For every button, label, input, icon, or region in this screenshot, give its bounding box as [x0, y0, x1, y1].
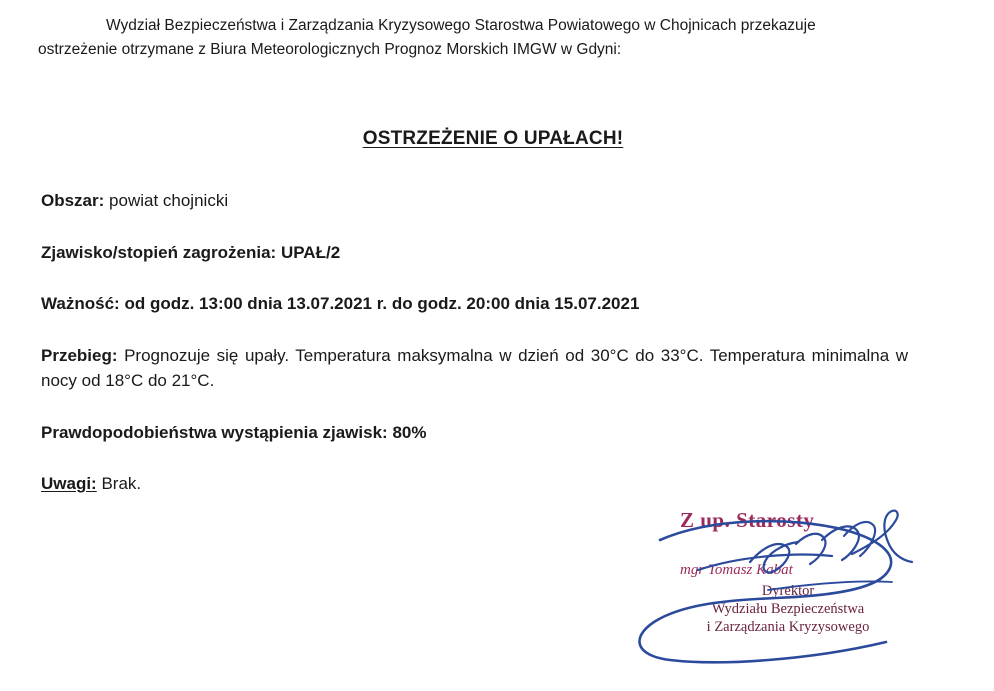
- signature-stamp-text: Z up. Starosty: [680, 508, 815, 532]
- field-przebieg-label: Przebieg:: [41, 345, 118, 365]
- signature-name: mgr Tomasz Kabat: [680, 562, 793, 578]
- field-prawdopodobienstwo-value: 80%: [392, 422, 427, 442]
- field-prawdopodobienstwo-label: Prawdopodobieństwa wystąpienia zjawisk:: [41, 422, 388, 442]
- field-przebieg: [41, 343, 948, 394]
- field-waznosc: [41, 291, 948, 317]
- field-zjawisko-value: UPAŁ/2: [280, 242, 341, 262]
- field-zjawisko-label: Zjawisko/stopień zagrożenia:: [41, 242, 277, 262]
- field-uwagi-value: Brak.: [101, 474, 142, 494]
- field-uwagi-label: Uwagi:: [41, 474, 97, 494]
- intro-line-1: Wydział Bezpieczeństwa i Zarządzania Kryzysowego Starostwa Powiatowego w Chojnicach przekazuje: [106, 17, 816, 34]
- intro-paragraph: [38, 14, 948, 62]
- signature-role-line-1: Dyrektor: [761, 583, 815, 599]
- field-obszar-label: Obszar:: [41, 191, 105, 211]
- document-title: OSTRZEŻENIE O UPAŁACH!: [362, 128, 624, 150]
- signature-role: [668, 582, 908, 636]
- intro-line-2: ostrzeżenie otrzymane z Biura Meteorologicznych Prognoz Morskich IMGW w Gdyni:: [38, 41, 622, 59]
- field-obszar: [41, 188, 948, 214]
- fields-container: [38, 188, 948, 497]
- signature-role-line-3: i Zarządzania Kryzysowego: [706, 619, 870, 636]
- field-przebieg-value: Prognozuje się upały. Temperatura maksymalna w dzień od 30°C do 33°C. Temperatura minimalna w nocy od 18°C do 21°C.: [41, 345, 908, 391]
- signature-block: [600, 500, 960, 670]
- field-waznosc-label: Ważność:: [41, 294, 120, 314]
- title-container: [38, 128, 948, 150]
- field-uwagi: [41, 471, 948, 497]
- field-obszar-value: powiat chojnicki: [109, 191, 229, 211]
- field-waznosc-value: od godz. 13:00 dnia 13.07.2021 r. do godz. 20:00 dnia 15.07.2021: [124, 294, 640, 314]
- field-zjawisko: [41, 240, 948, 266]
- field-prawdopodobienstwo: [41, 420, 948, 446]
- signature-role-line-2: Wydziału Bezpieczeństwa: [711, 601, 865, 618]
